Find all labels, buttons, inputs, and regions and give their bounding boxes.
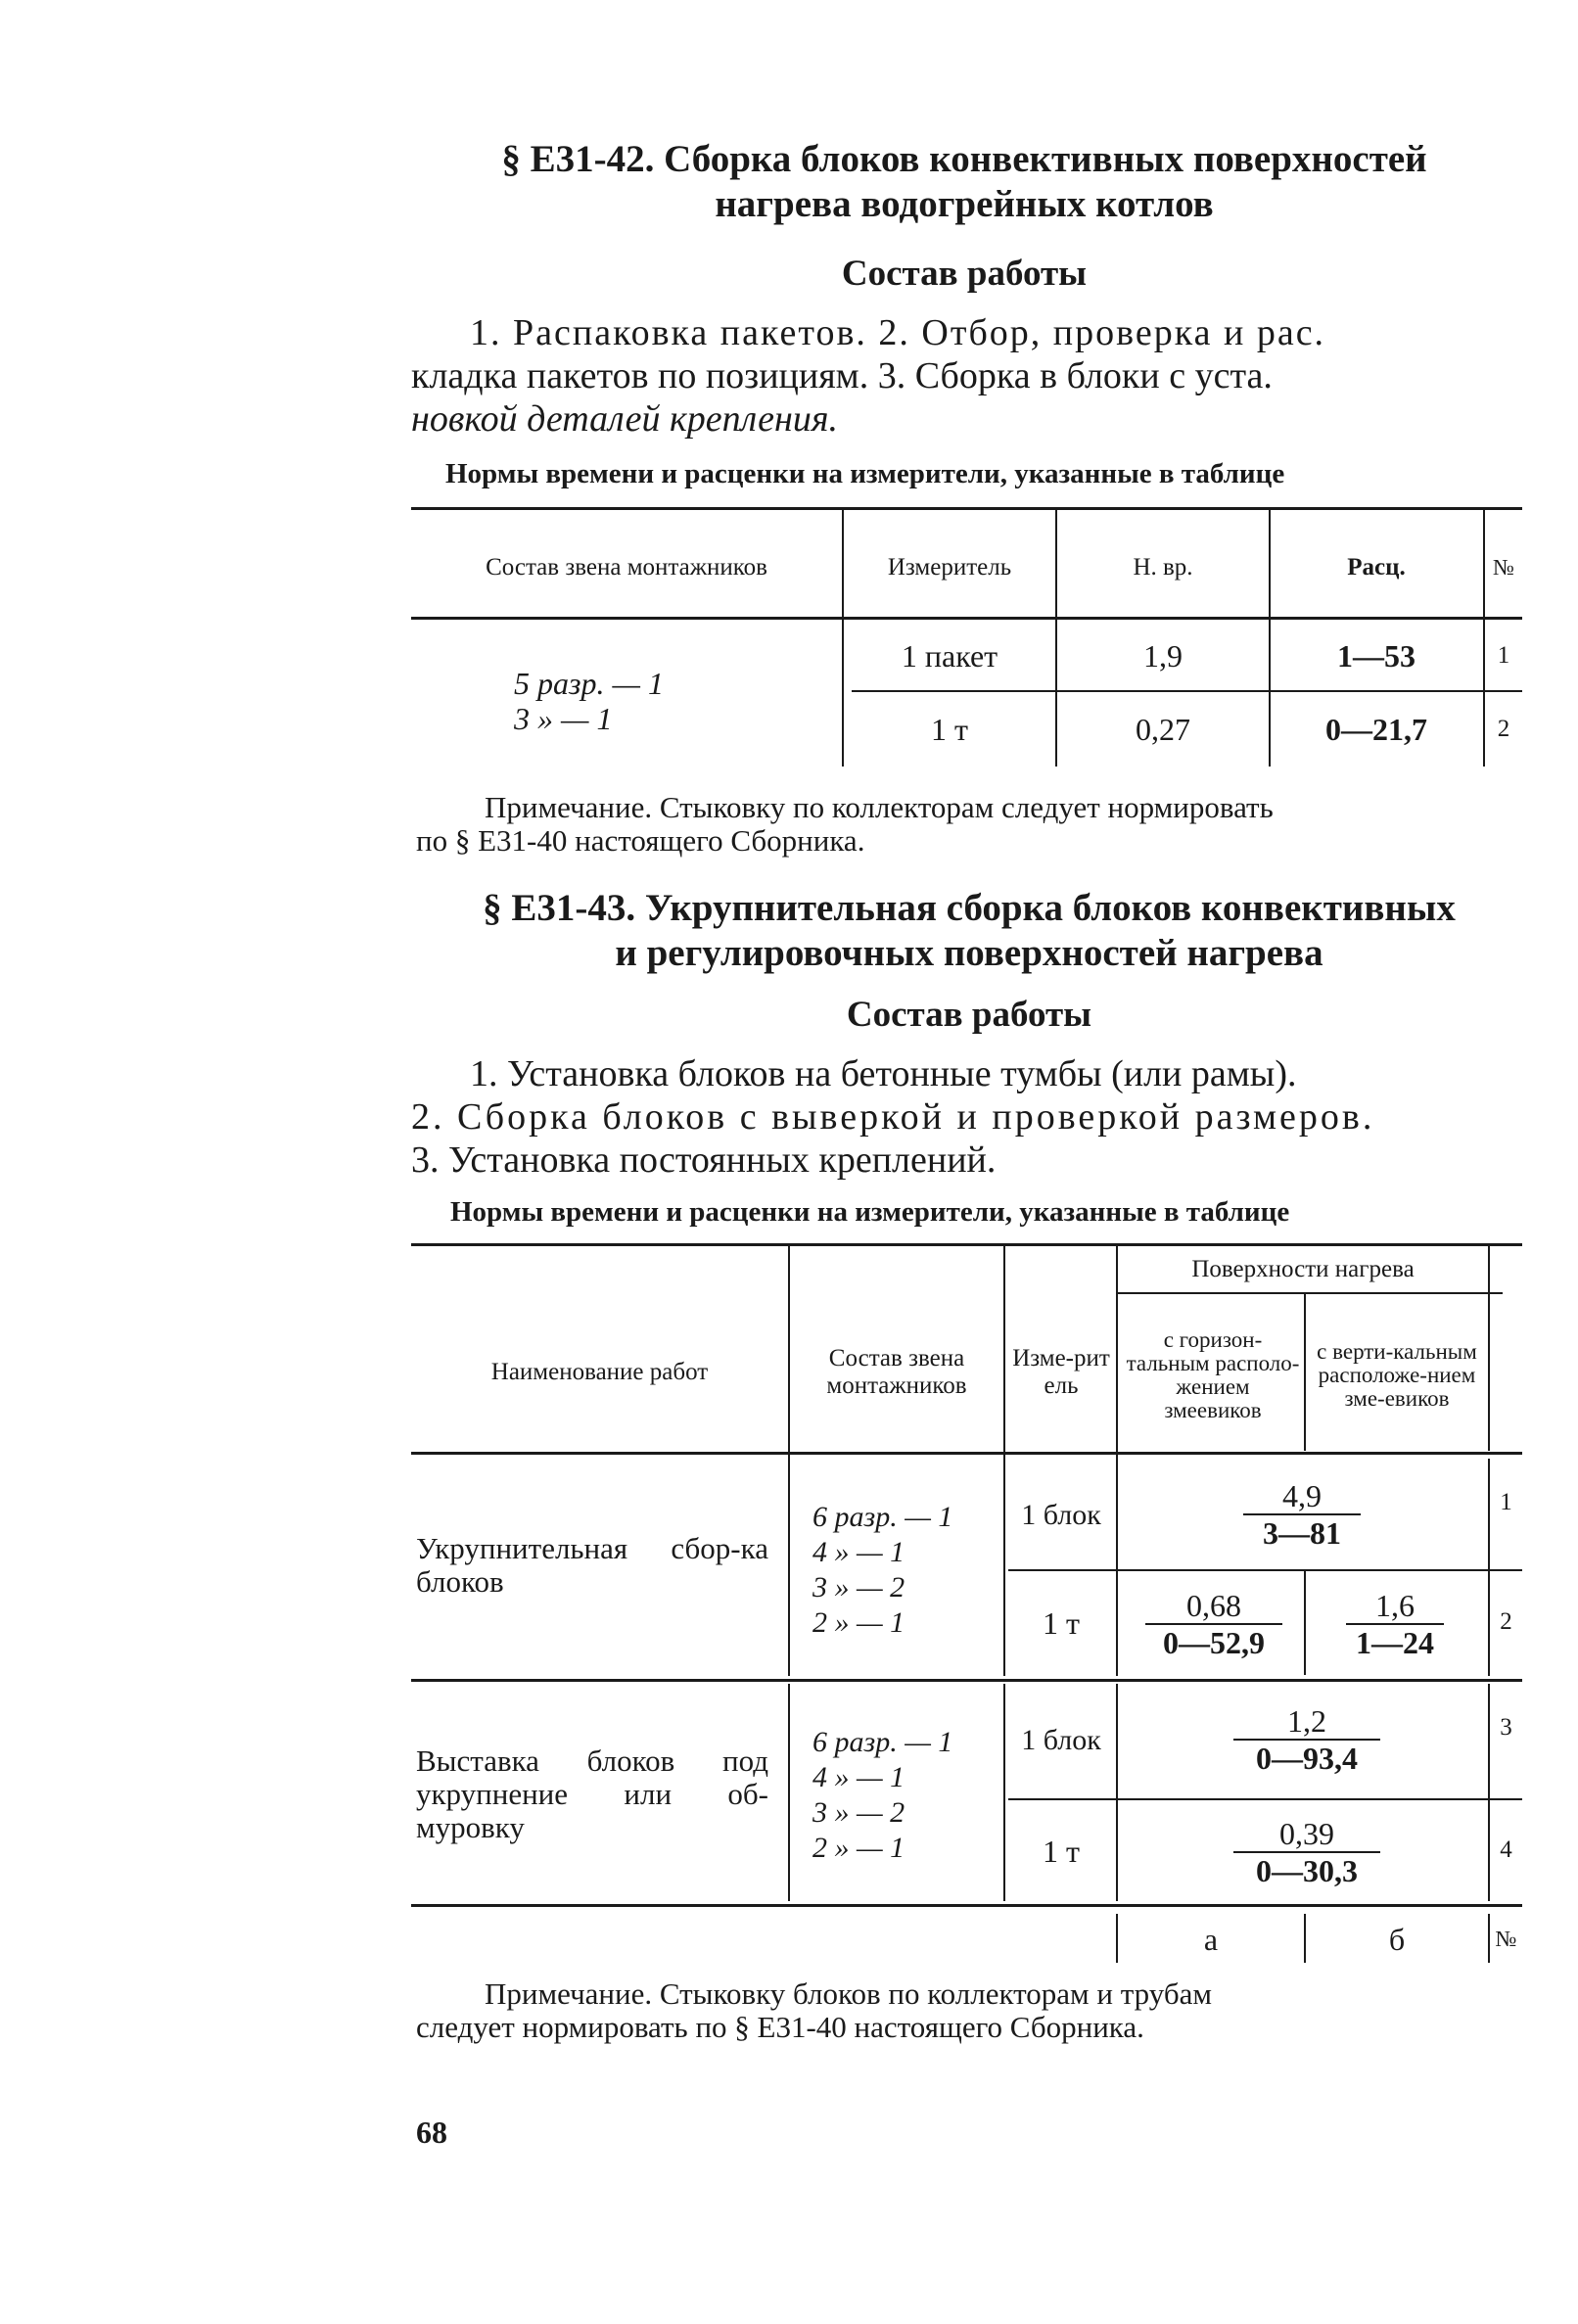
- group2-work-name: Выставка блоков под укрупнение или об-муровку: [416, 1743, 768, 1844]
- crew-line: 3 » — 1: [514, 701, 613, 736]
- rate-value: 0—52,9: [1145, 1623, 1282, 1660]
- group2-crew: [812, 1725, 1003, 1866]
- row1-time: 1,9: [1143, 637, 1183, 674]
- header-crew: Состав звена монтажников: [486, 554, 767, 581]
- row2-number: 2: [1497, 716, 1510, 742]
- column-label-a: а: [1203, 1921, 1219, 1957]
- header-horizontal: с горизон-тальным располо-жением змеевиков: [1126, 1327, 1300, 1422]
- section2-work-heading: Состав работы: [846, 995, 1092, 1035]
- section2-work-text: [411, 1052, 1527, 1182]
- header-time: Н. вр.: [1133, 554, 1193, 581]
- crew-line: 3 » — 2: [812, 1796, 905, 1829]
- divider: [1003, 1245, 1005, 1676]
- rate-value: 0—30,3: [1233, 1851, 1380, 1888]
- crew-line: 3 » — 2: [812, 1571, 905, 1604]
- row1-rate: 1—53: [1337, 637, 1416, 674]
- rate-value: 0—93,4: [1233, 1739, 1380, 1776]
- section1-work-line: 1. Распаковка пакетов. 2. Отбор, проверка и рас.: [470, 312, 1326, 353]
- note-line: следует нормировать по § Е31-40 настоящего Сборника.: [416, 2010, 1144, 2044]
- divider: [788, 1245, 790, 1676]
- note-line: Примечание. Стыковку по коллекторам следует нормировать: [485, 790, 1274, 824]
- section2-work-line: 2. Сборка блоков с выверкой и проверкой размеров.: [411, 1096, 1375, 1138]
- divider: [1116, 1245, 1118, 1676]
- time-value: 0,39: [1279, 1816, 1334, 1851]
- row1-unit: 1 пакет: [901, 637, 998, 674]
- group1-row2-unit: 1 т: [1043, 1604, 1080, 1641]
- group1-work-name: Укрупнительная сбор-ка блоков: [416, 1531, 768, 1599]
- section2-title: [411, 886, 1527, 976]
- header-unit: Измеритель: [887, 554, 1012, 581]
- crew-line: 4 » — 1: [812, 1761, 905, 1793]
- crew-line: 2 » — 1: [812, 1832, 905, 1864]
- group1-row2-vertical-norm: [1346, 1588, 1444, 1660]
- divider: [1304, 1571, 1306, 1675]
- header-crew: Состав звена монтажников: [826, 1345, 967, 1399]
- divider: [1008, 1569, 1522, 1571]
- divider: [1304, 1294, 1306, 1451]
- divider: [1488, 1245, 1490, 1451]
- note-line: Примечание. Стыковку блоков по коллекторам и трубам: [485, 1976, 1212, 2011]
- section1-table-caption: Нормы времени и расценки на измерители, указанные в таблице: [445, 458, 1285, 489]
- group2-row1-norm: [1233, 1703, 1380, 1776]
- divider: [1003, 1684, 1005, 1901]
- header-number: №: [1493, 555, 1514, 580]
- time-value: 1,2: [1287, 1703, 1326, 1739]
- section1-title-line1: § Е31-42. Сборка блоков конвективных поверхностей: [501, 138, 1427, 180]
- section1-work-line: новкой деталей крепления.: [411, 398, 839, 440]
- section1-work-text: [411, 311, 1517, 441]
- section2-table-caption: Нормы времени и расценки на измерители, указанные в таблице: [450, 1196, 1290, 1228]
- divider: [852, 690, 1522, 692]
- group2-row2-norm: [1233, 1816, 1380, 1888]
- header-unit: Изме-ритель: [1012, 1345, 1110, 1399]
- page-number: 68: [416, 2115, 447, 2150]
- header-work-name: Наименование работ: [490, 1359, 709, 1385]
- header-vertical: с верти-кальным расположе-нием зме-евиков: [1317, 1339, 1477, 1411]
- section1-title-line2: нагрева водогрейных котлов: [715, 183, 1214, 225]
- group2-row1-number: 3: [1500, 1714, 1512, 1741]
- group1-row1-number: 1: [1500, 1489, 1512, 1515]
- note-line: по § Е31-40 настоящего Сборника.: [416, 823, 865, 858]
- column-label-b: б: [1388, 1921, 1406, 1957]
- row1-number: 1: [1497, 642, 1510, 669]
- group2-row2-unit: 1 т: [1043, 1833, 1080, 1869]
- group1-row1-unit: 1 блок: [1021, 1499, 1101, 1531]
- header-rate: Расц.: [1347, 554, 1406, 581]
- section1-note: [416, 791, 1522, 858]
- group2-row2-number: 4: [1500, 1836, 1512, 1863]
- divider: [411, 1679, 1522, 1682]
- crew-line: 6 разр. — 1: [812, 1726, 953, 1758]
- divider: [1116, 1292, 1503, 1294]
- time-value: 4,9: [1282, 1478, 1322, 1513]
- section2-title-line1: § Е31-43. Укрупнительная сборка блоков конвективных: [483, 887, 1456, 929]
- crew-list: [514, 666, 759, 736]
- rate-value: 3—81: [1243, 1513, 1361, 1551]
- rate-value: 1—24: [1346, 1623, 1444, 1660]
- section2-work-line: 3. Установка постоянных креплений.: [411, 1139, 997, 1181]
- crew-line: 4 » — 1: [812, 1536, 905, 1568]
- time-value: 0,68: [1186, 1588, 1241, 1623]
- crew-line: 6 разр. — 1: [812, 1501, 953, 1533]
- crew-line: 5 разр. — 1: [514, 666, 664, 701]
- crew-line: 2 » — 1: [812, 1606, 905, 1639]
- section1-title: [411, 137, 1517, 227]
- divider: [411, 1452, 1522, 1455]
- section1-work-line: кладка пакетов по позициям. 3. Сборка в блоки с уста.: [411, 355, 1273, 396]
- section1-work-heading: Состав работы: [841, 254, 1088, 294]
- group1-crew: [812, 1500, 1003, 1641]
- divider: [411, 507, 1522, 510]
- row2-unit: 1 т: [931, 711, 968, 747]
- divider: [1116, 1684, 1118, 1901]
- divider: [1008, 1798, 1522, 1800]
- section2-note: [416, 1977, 1522, 2044]
- divider: [788, 1684, 790, 1901]
- group2-row1-unit: 1 блок: [1021, 1724, 1101, 1756]
- divider: [411, 1904, 1522, 1907]
- row2-time: 0,27: [1136, 711, 1190, 747]
- row2-rate: 0—21,7: [1325, 711, 1427, 747]
- column-label-number: №: [1495, 1927, 1517, 1951]
- divider: [411, 617, 1522, 620]
- header-heating-surface: Поверхности нагрева: [1191, 1256, 1415, 1282]
- time-value: 1,6: [1375, 1588, 1415, 1623]
- group1-row2-number: 2: [1500, 1608, 1512, 1635]
- group1-row2-horizontal-norm: [1145, 1588, 1282, 1660]
- group1-row1-norm: [1243, 1478, 1361, 1551]
- section2-work-line: 1. Установка блоков на бетонные тумбы (или рамы).: [470, 1053, 1297, 1094]
- divider: [411, 1243, 1522, 1246]
- section2-title-line2: и регулировочных поверхностей нагрева: [615, 932, 1323, 974]
